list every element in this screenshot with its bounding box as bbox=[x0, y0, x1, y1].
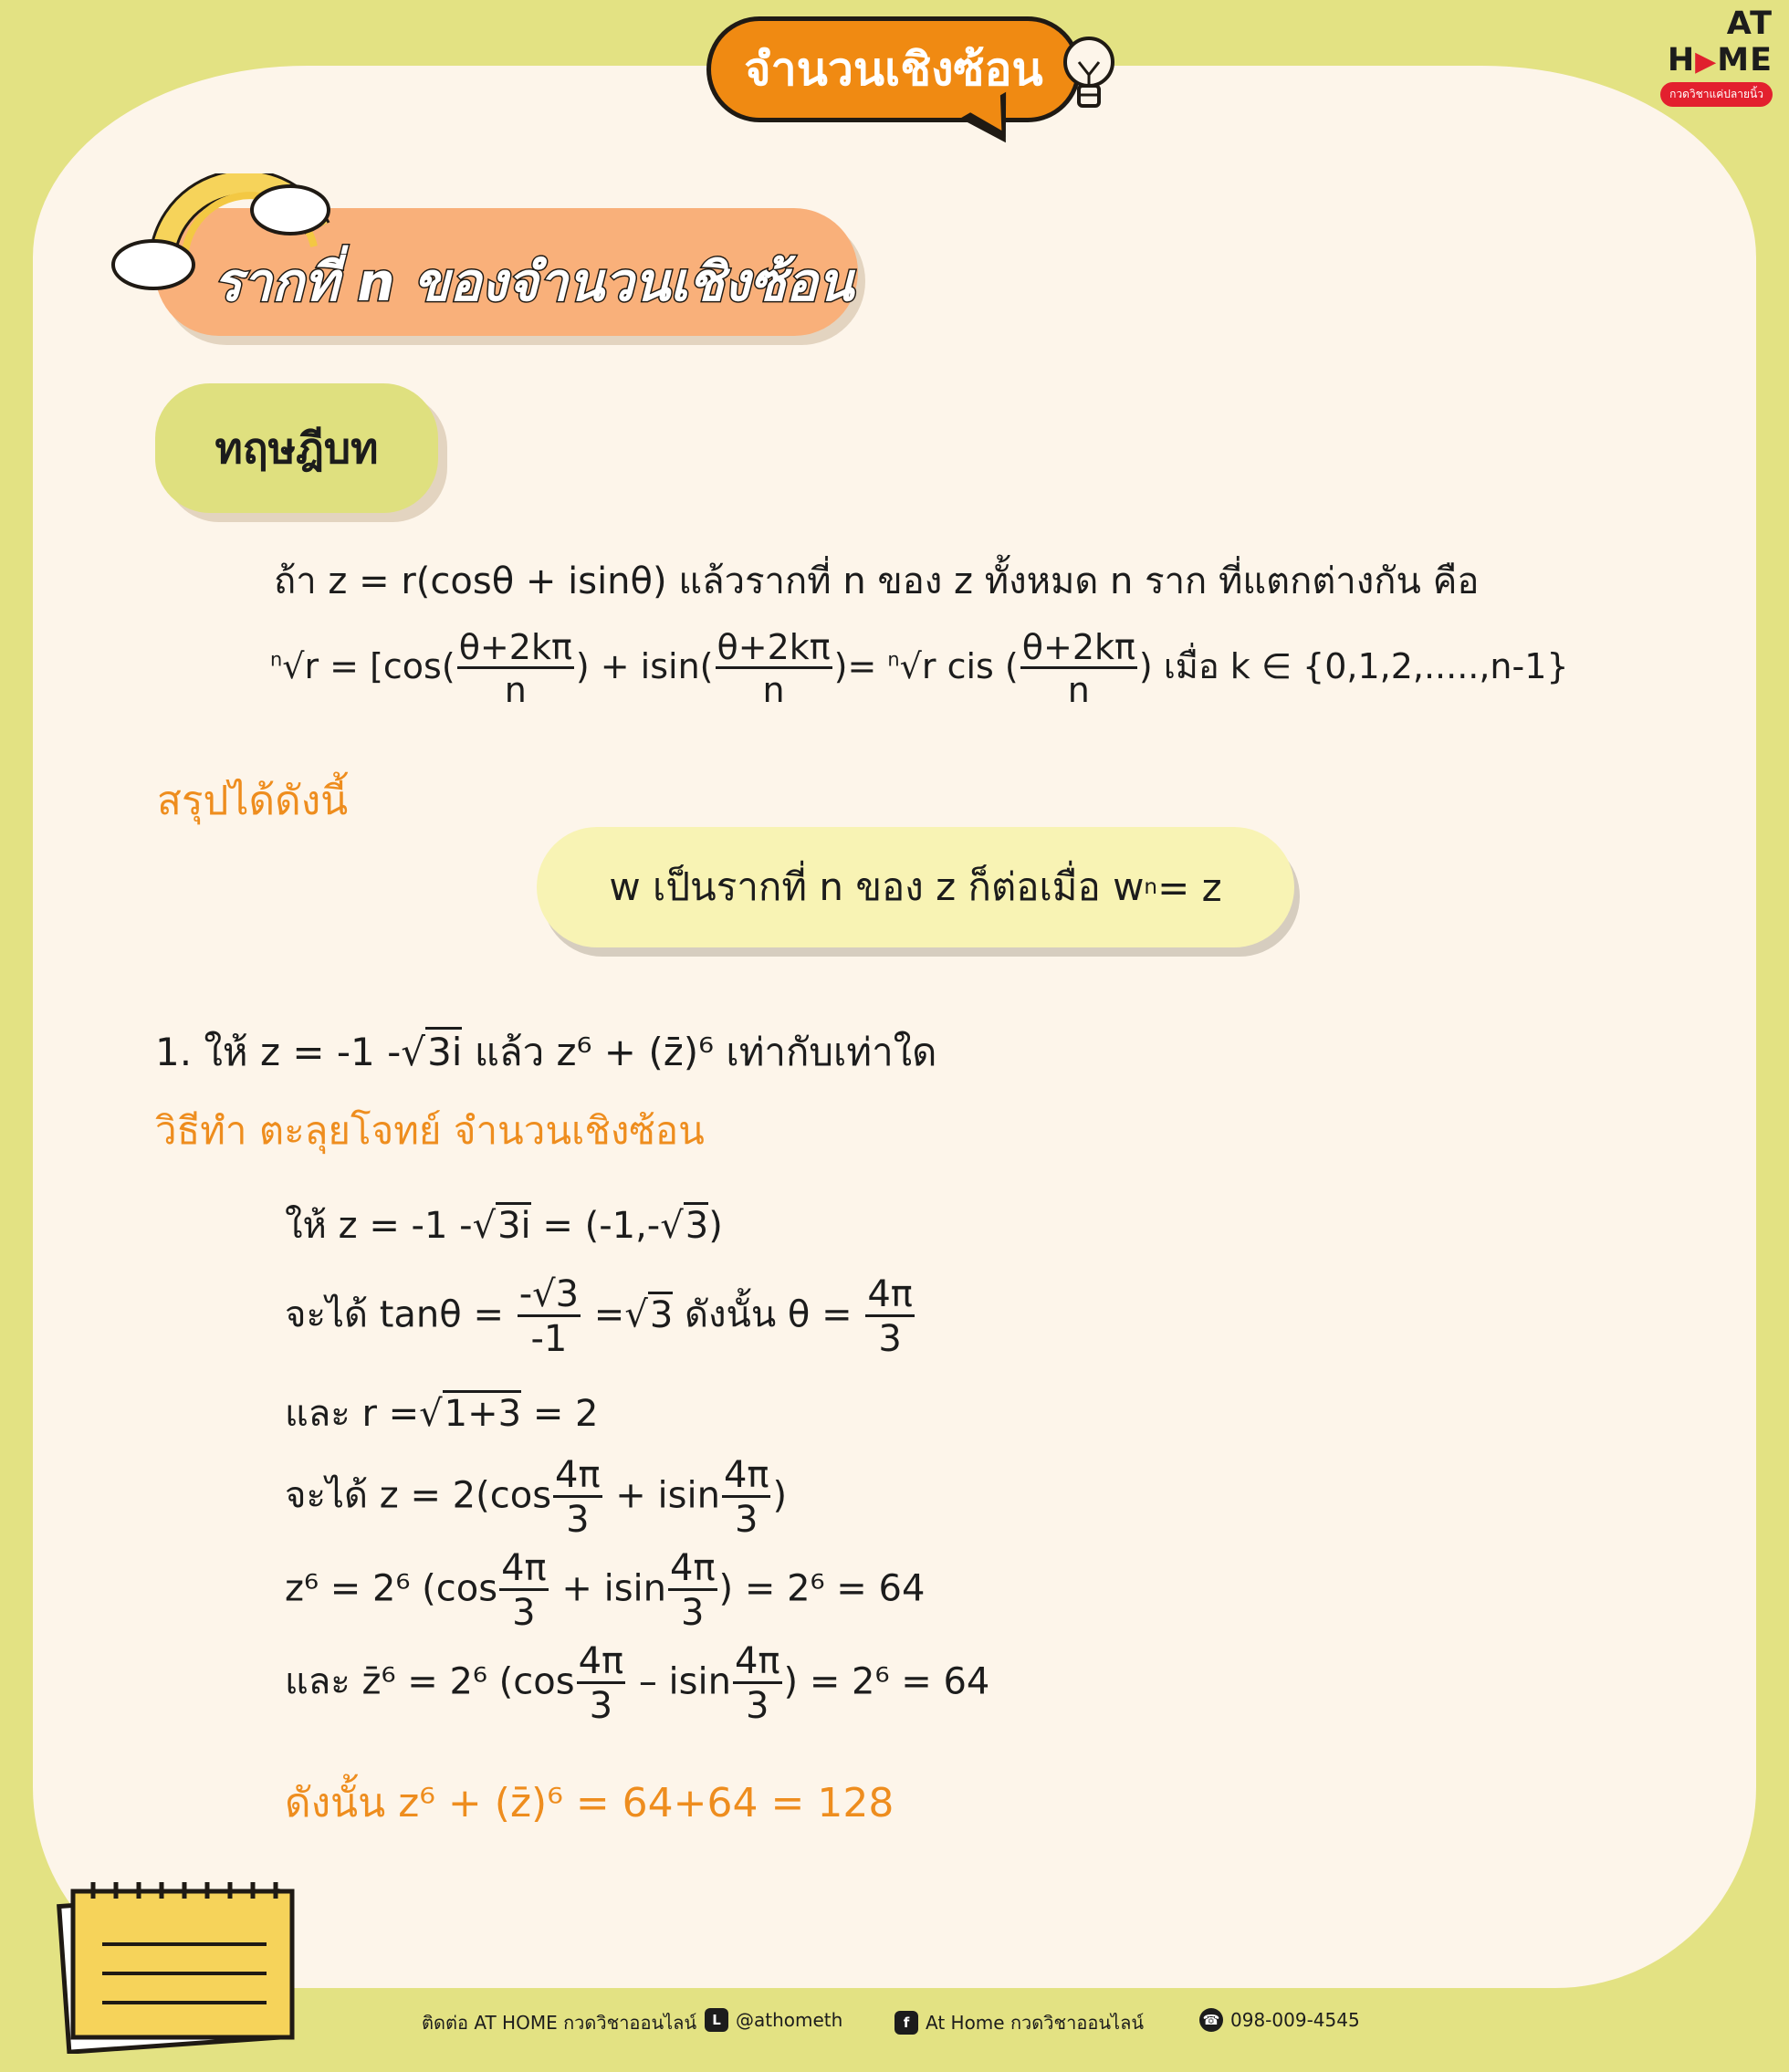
topic-badge-text: จำนวนเชิงซ้อน bbox=[744, 42, 1043, 96]
brand-tagline: กวดวิชาแค่ปลายนิ้ว bbox=[1660, 82, 1773, 107]
footer-facebook[interactable]: f At Home กวดวิชาออนไลน์ bbox=[894, 2008, 1144, 2037]
footer bbox=[0, 2008, 1789, 2048]
footer-contact: ติดต่อ AT HOME กวดวิชาออนไลน์ bbox=[422, 2012, 697, 2034]
step-5: z⁶ = 2⁶ (cos $\frac{4\pi}{3}$ + isin $\frac{4\pi}{3}$ ) = 2⁶ = 64 bbox=[285, 1547, 926, 1634]
final-answer: ดังนั้น z⁶ + (z̄)⁶ = 64+64 = 128 bbox=[285, 1780, 894, 1826]
phone-icon: ☎ bbox=[1199, 2008, 1223, 2032]
theorem-label-text: ทฤษฎีบท bbox=[214, 423, 379, 473]
example-question: 1. ให้ z = -1 -√3i แล้ว z⁶ + (z̄)⁶ เท่ากับเท่าใด bbox=[155, 1022, 936, 1083]
step-3: และ r =√1+3 = 2 bbox=[285, 1384, 599, 1442]
play-icon: ▶ bbox=[1695, 46, 1718, 78]
theorem-statement: ถ้า z = r(cosθ + isinθ) แล้วรากที่ n ของ z ทั้งหมด n ราก ที่แตกต่างกัน คือ bbox=[274, 560, 1480, 602]
summary-heading: สรุปได้ดังนี้ bbox=[157, 778, 349, 824]
footer-line[interactable]: L @athometh bbox=[705, 2008, 842, 2032]
brand-name: AT H▶ME bbox=[1667, 5, 1773, 78]
step-6: และ z̄⁶ = 2⁶ (cos $\frac{4\pi}{3}$ – isin $\frac{4\pi}{3}$ ) = 2⁶ = 64 bbox=[285, 1640, 990, 1727]
theorem-formula: $^n$√r = [cos( $\frac{\theta+2k\pi}{n}$ ) + isin( $\frac{\theta+2k\pi}{n}$ )= $^n$√r cis ( $\frac{\theta+2k\pi}{n}$ ) เมื่อ k ∈ {0,1,2,.....,n-1} bbox=[270, 627, 1569, 710]
topic-badge bbox=[706, 16, 1081, 122]
solution-heading: วิธีทำ ตะลุยโจทย์ จำนวนเชิงซ้อน bbox=[155, 1108, 705, 1153]
facebook-icon: f bbox=[894, 2011, 918, 2035]
step-4: จะได้ z = 2(cos $\frac{4\pi}{3}$ + isin $\frac{4\pi}{3}$ ) bbox=[285, 1454, 788, 1541]
line-icon: L bbox=[705, 2008, 728, 2032]
step-1: ให้ z = -1 -√3i = (-1,-√3) bbox=[285, 1196, 723, 1254]
theorem-label bbox=[155, 383, 438, 513]
step-2: จะได้ tanθ = $\frac{-√3}{-1}$ =√3 ดังนั้น θ = $\frac{4\pi}{3}$ bbox=[285, 1273, 913, 1360]
summary-statement: w เป็นรากที่ n ของ z ก็ต่อเมื่อ w n = z bbox=[537, 827, 1294, 947]
section-title: รากที่ n ของจำนวนเชิงซ้อน bbox=[214, 251, 854, 313]
brand-logo[interactable] bbox=[1617, 5, 1773, 107]
lightbulb-icon bbox=[1059, 31, 1119, 115]
footer-phone[interactable]: ☎ 098-009-4545 bbox=[1199, 2008, 1360, 2032]
